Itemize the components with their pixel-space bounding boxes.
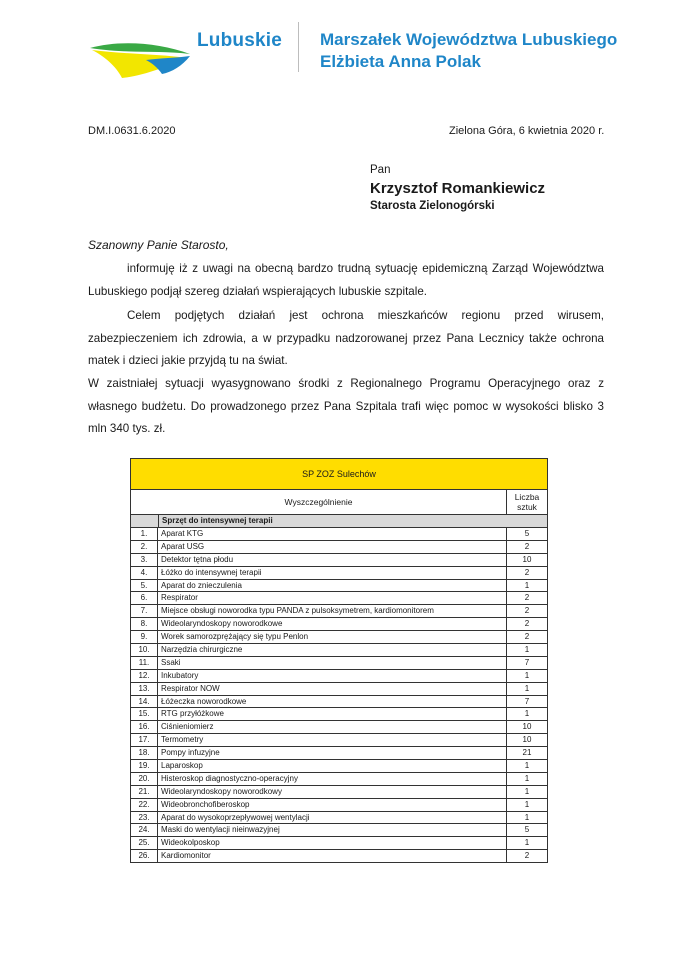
table-row [131, 567, 547, 580]
column-header-qty: Liczba sztuk [514, 492, 540, 512]
table-row [131, 644, 547, 657]
row-number: 6. [131, 592, 158, 604]
letter-greeting: Szanowny Panie Starosto, [88, 238, 229, 252]
table-row [131, 696, 547, 709]
item-quantity: 1 [524, 773, 530, 783]
row-number: 8. [131, 618, 158, 630]
table-row [131, 541, 547, 554]
item-name: Wideobronchofiberoskop [158, 799, 507, 811]
column-header-name: Wyszczególnienie [131, 490, 507, 514]
document-reference: DM.I.0631.6.2020 [88, 125, 176, 137]
table-row [131, 554, 547, 567]
item-name: Wideolaryndoskopy noworodkowe [158, 618, 507, 630]
item-quantity: 1 [524, 799, 530, 809]
item-quantity: 1 [524, 812, 530, 822]
item-quantity: 2 [524, 851, 530, 861]
letter-paragraph-3: W zaistniałej sytuacji wyasygnowano środki z Regionalnego Programu Operacyjnego oraz z własnego budżetu. Do prowadzonego przez Pana Szpitala trafi więc pomoc w wysokości blisko 3 mln 340 tys. zł. [88, 377, 604, 435]
item-quantity: 7 [524, 657, 530, 667]
item-name: Narzędzia chirurgiczne [158, 644, 507, 656]
item-quantity: 10 [522, 554, 532, 564]
row-number: 21. [131, 786, 158, 798]
item-name: Aparat do wysokoprzepływowej wentylacji [158, 812, 507, 824]
row-number: 16. [131, 721, 158, 733]
equipment-table [130, 458, 548, 863]
item-name: Ssaki [158, 657, 507, 669]
row-number: 1. [131, 528, 158, 540]
row-number: 17. [131, 734, 158, 746]
item-quantity: 2 [524, 619, 530, 629]
row-number: 20. [131, 773, 158, 785]
table-row [131, 760, 547, 773]
row-number: 9. [131, 631, 158, 643]
item-quantity: 2 [524, 567, 530, 577]
section-label: Sprzęt do intensywnej terapii [162, 516, 273, 525]
item-quantity: 1 [524, 670, 530, 680]
row-number: 23. [131, 812, 158, 824]
item-quantity: 2 [524, 541, 530, 551]
table-row [131, 631, 547, 644]
item-quantity: 1 [524, 645, 530, 655]
item-quantity: 21 [522, 748, 532, 758]
recipient-title: Starosta Zielonogórski [370, 200, 495, 212]
item-name: Aparat USG [158, 541, 507, 553]
table-row [131, 670, 547, 683]
table-row [131, 592, 547, 605]
item-name: Aparat KTG [158, 528, 507, 540]
office-holder-name: Elżbieta Anna Polak [320, 52, 481, 71]
item-quantity: 5 [524, 825, 530, 835]
item-name: Miejsce obsługi noworodka typu PANDA z pulsoksymetrem, kardiomonitorem [158, 605, 507, 617]
item-name: Respirator [158, 592, 507, 604]
item-name: Termometry [158, 734, 507, 746]
item-name: Histeroskop diagnostyczno-operacyjny [158, 773, 507, 785]
item-quantity: 10 [522, 735, 532, 745]
table-row [131, 799, 547, 812]
table-row [131, 734, 547, 747]
item-name: Łóżko do intensywnej terapii [158, 567, 507, 579]
item-name: Aparat do znieczulenia [158, 580, 507, 592]
table-row [131, 683, 547, 696]
document-date: Zielona Góra, 6 kwietnia 2020 r. [449, 125, 605, 137]
item-quantity: 2 [524, 606, 530, 616]
table-row [131, 824, 547, 837]
item-name: Ciśnieniomierz [158, 721, 507, 733]
table-row [131, 786, 547, 799]
item-quantity: 1 [524, 709, 530, 719]
recipient-name: Krzysztof Romankiewicz [370, 180, 546, 197]
table-title: SP ZOZ Sulechów [131, 459, 547, 490]
table-row [131, 837, 547, 850]
table-row [131, 657, 547, 670]
row-number: 26. [131, 850, 158, 862]
row-number: 15. [131, 708, 158, 720]
table-column-header [131, 490, 547, 515]
row-number: 7. [131, 605, 158, 617]
item-quantity: 7 [524, 696, 530, 706]
item-quantity: 5 [524, 529, 530, 538]
row-number: 12. [131, 670, 158, 682]
item-quantity: 2 [524, 632, 530, 642]
row-number: 14. [131, 696, 158, 708]
item-quantity: 10 [522, 722, 532, 732]
table-row [131, 812, 547, 825]
row-number: 3. [131, 554, 158, 566]
brand-name: Lubuskie [197, 30, 283, 51]
item-name: Laparoskop [158, 760, 507, 772]
table-row [131, 605, 547, 618]
item-name: Łóżeczka noworodkowe [158, 696, 507, 708]
row-number: 24. [131, 824, 158, 836]
row-number: 11. [131, 657, 158, 669]
item-quantity: 1 [524, 683, 530, 693]
table-row [131, 721, 547, 734]
item-name: RTG przyłóżkowe [158, 708, 507, 720]
item-name: Maski do wentylacji nieinwazyjnej [158, 824, 507, 836]
office-title: Marszałek Województwa Lubuskiego [320, 30, 618, 49]
table-row [131, 747, 547, 760]
table-row [131, 618, 547, 631]
lubuskie-logo-icon [88, 36, 192, 82]
item-quantity: 1 [524, 580, 530, 590]
item-name: Respirator NOW [158, 683, 507, 695]
table-body [131, 528, 547, 862]
row-number: 19. [131, 760, 158, 772]
row-number: 5. [131, 580, 158, 592]
row-number: 2. [131, 541, 158, 553]
header-divider [298, 22, 299, 72]
row-number: 18. [131, 747, 158, 759]
item-quantity: 1 [524, 786, 530, 796]
table-section-header [131, 515, 547, 528]
item-name: Wideolaryndoskopy noworodkowy [158, 786, 507, 798]
item-quantity: 2 [524, 593, 530, 603]
table-row [131, 528, 547, 541]
item-name: Worek samorozprężający się typu Penlon [158, 631, 507, 643]
table-row [131, 850, 547, 862]
row-number: 10. [131, 644, 158, 656]
table-row [131, 773, 547, 786]
item-name: Pompy infuzyjne [158, 747, 507, 759]
item-name: Inkubatory [158, 670, 507, 682]
item-name: Kardiomonitor [158, 850, 507, 862]
table-row [131, 580, 547, 593]
item-name: Detektor tętna płodu [158, 554, 507, 566]
row-number: 13. [131, 683, 158, 695]
row-number: 22. [131, 799, 158, 811]
item-quantity: 1 [524, 838, 530, 848]
recipient-salutation: Pan [370, 164, 391, 176]
item-quantity: 1 [524, 761, 530, 771]
letter-paragraph-2: Celem podjętych działań jest ochrona mieszkańców regionu przed wirusem, zabezpieczeniem ich zdrowia, a w przypadku nadzorowanej przez Pana Lecznicy także ochrona matek i dzieci jakie przyjdą tu na świat. [88, 309, 604, 367]
letter-paragraph-1: informuję iż z uwagi na obecną bardzo trudną sytuację epidemiczną Zarząd Województwa Lubuskiego podjął szereg działań wspierających lubuskie szpitale. [88, 262, 604, 298]
table-row [131, 708, 547, 721]
row-number: 25. [131, 837, 158, 849]
row-number: 4. [131, 567, 158, 579]
item-name: Wideokolposkop [158, 837, 507, 849]
